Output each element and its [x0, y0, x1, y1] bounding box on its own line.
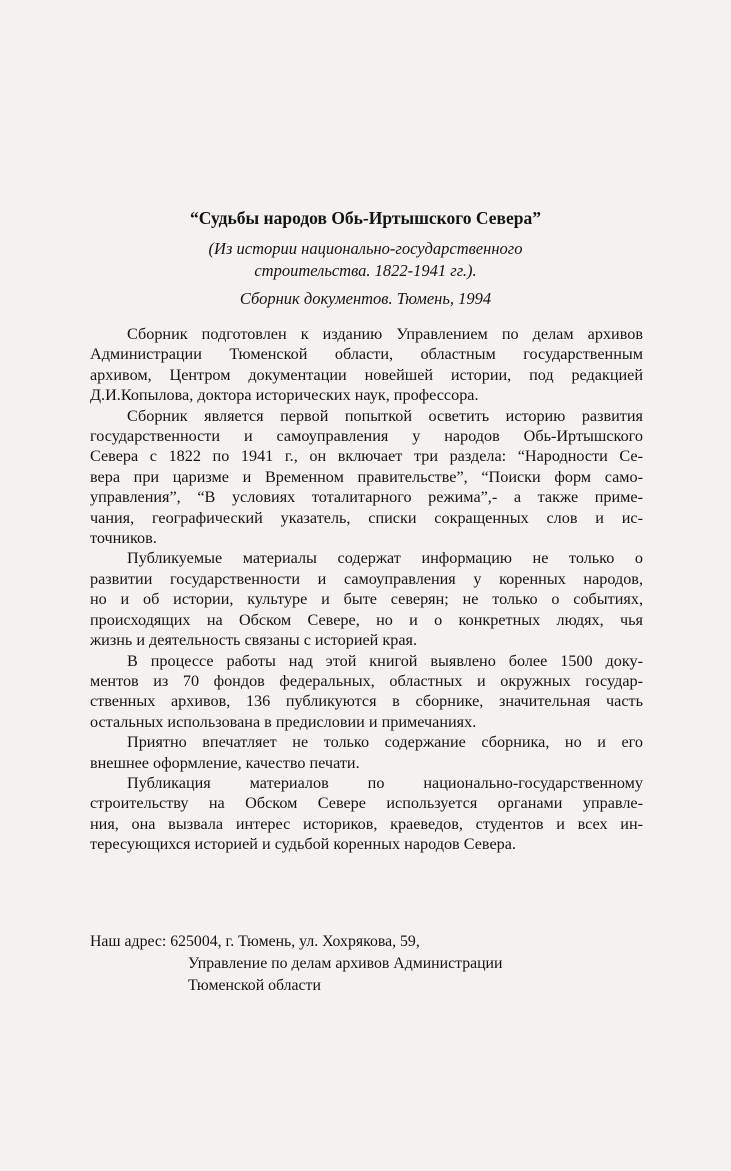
text-line: Приятно впечатляет не только содержание сборника, но и его: [127, 733, 643, 752]
text-line: вера при царизме и Временном правительстве”, “Поиски форм само-: [90, 467, 643, 486]
text-line: тересующихся историей и судьбой коренных народов Севера.: [90, 835, 516, 854]
text-line: Публикация материалов по национально-государственному: [127, 773, 643, 792]
paragraph: [90, 548, 643, 650]
text-line: чания, географический указатель, списки сокращенных слов и ис-: [90, 508, 643, 527]
text-line: ственных архивов, 136 публикуются в сборнике, значительная часть: [90, 692, 643, 711]
text-line: архивом, Центром документации новейшей истории, под редакцией: [90, 365, 643, 384]
address-line: Управление по делам архивов Администрации: [188, 955, 503, 972]
text-line: строительству на Обском Севере используется органами управле-: [90, 794, 643, 813]
text-line: Сборник подготовлен к изданию Управлением по делам архивов: [127, 325, 643, 343]
text-line: остальных использована в предисловии и примечаниях.: [90, 712, 477, 731]
subtitle-line: строительства. 1822-1941 гг.).: [254, 261, 477, 280]
address-line: Наш адрес: 625004, г. Тюмень, ул. Хохрякова, 59,: [90, 933, 420, 950]
contact-address: [90, 931, 650, 997]
text-line: Сборник является первой попыткой осветить историю развития: [127, 406, 643, 425]
paragraph: [90, 732, 643, 773]
paragraph: [90, 324, 643, 406]
book-title: “Судьбы народов Обь-Иртышского Севера”: [190, 208, 541, 228]
subtitle-line: (Из истории национально-государственного: [208, 239, 523, 258]
book-subtitle: [0, 238, 731, 282]
collection-info: Сборник документов. Тюмень, 1994: [239, 289, 492, 308]
paragraph: [90, 773, 643, 855]
text-line: ния, она вызвала интерес историков, краеведов, студентов и всех ин-: [90, 814, 643, 833]
text-line: В процессе работы над этой книгой выявлено более 1500 доку-: [127, 651, 643, 670]
address-line: Тюменской области: [188, 977, 321, 994]
text-line: ментов из 70 фондов федеральных, областных и окружных государ-: [90, 671, 643, 690]
text-line: но и об истории, культуре и быте северян; не только о событиях,: [90, 590, 643, 609]
text-line: Севера с 1822 по 1941 г., он включает три раздела: “Народности Се-: [90, 447, 643, 466]
paragraph: [90, 406, 643, 549]
paragraph: [90, 651, 643, 733]
text-line: точников.: [90, 529, 157, 548]
text-line: государственности и самоуправления у народов Обь-Иртышского: [90, 427, 643, 446]
text-line: управления”, “В условиях тоталитарного режима”,- а также приме-: [90, 488, 643, 507]
review-text: [90, 324, 643, 855]
text-line: происходящих на Обском Севере, но и о конкретных людях, чья: [90, 610, 643, 629]
text-line: Администрации Тюменской области, областным государственным: [90, 345, 643, 364]
text-line: Д.И.Копылова, доктора исторических наук, профессора.: [90, 386, 479, 405]
text-line: Публикуемые материалы содержат информацию не только о: [127, 549, 643, 568]
text-line: жизнь и деятельность связаны с историей края.: [90, 631, 418, 650]
text-line: развитии государственности и самоуправления у коренных народов,: [90, 569, 643, 588]
text-line: внешнее оформление, качество печати.: [90, 753, 360, 772]
